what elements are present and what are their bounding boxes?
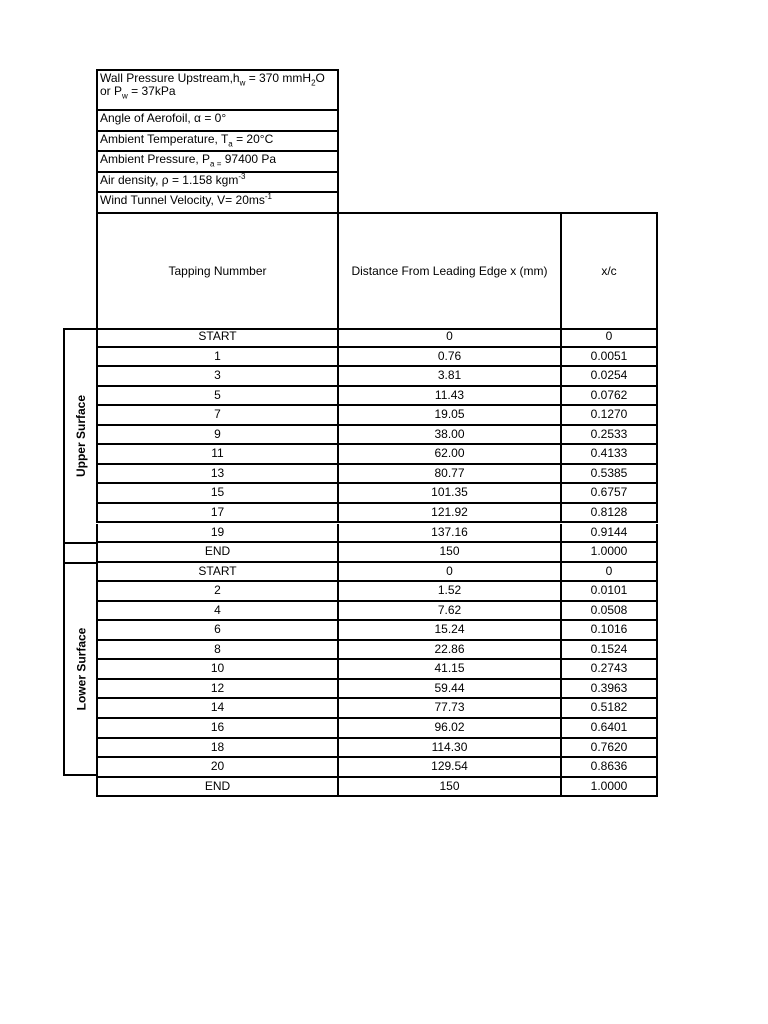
distance-cell: 77.73 xyxy=(337,699,562,719)
distance-cell: 11.43 xyxy=(337,387,562,407)
tapping-number-cell: 7 xyxy=(96,406,339,426)
x-over-c-cell: 0.0051 xyxy=(560,348,658,368)
distance-cell: 101.35 xyxy=(337,484,562,504)
x-over-c-cell: 0 xyxy=(560,563,658,583)
tapping-number-cell: END xyxy=(96,778,339,798)
x-over-c-cell: 0.0508 xyxy=(560,602,658,622)
x-over-c-cell: 0.4133 xyxy=(560,445,658,465)
distance-cell: 1.52 xyxy=(337,582,562,602)
tapping-number-cell: 4 xyxy=(96,602,339,622)
tapping-number-cell: 11 xyxy=(96,445,339,465)
tapping-number-cell: 20 xyxy=(96,758,339,778)
tapping-number-cell: 17 xyxy=(96,504,339,524)
tapping-number-cell: 9 xyxy=(96,426,339,446)
upper-surface-text: Upper Surface xyxy=(74,394,89,478)
x-over-c-cell: 0.6401 xyxy=(560,719,658,739)
distance-cell: 19.05 xyxy=(337,406,562,426)
tapping-number-cell: 6 xyxy=(96,621,339,641)
tapping-number-cell: END xyxy=(96,543,339,563)
distance-cell: 0 xyxy=(337,563,562,583)
x-over-c-cell: 0.9144 xyxy=(560,524,658,544)
param-angle: Angle of Aerofoil, α = 0° xyxy=(96,109,339,131)
distance-cell: 22.86 xyxy=(337,641,562,661)
header-tapping-number: Tapping Nummber xyxy=(96,212,339,330)
tapping-number-cell: 3 xyxy=(96,367,339,387)
tapping-number-cell: 16 xyxy=(96,719,339,739)
header-distance: Distance From Leading Edge x (mm) xyxy=(337,212,562,330)
x-over-c-cell: 0.0101 xyxy=(560,582,658,602)
distance-cell: 0.76 xyxy=(337,348,562,368)
distance-cell: 38.00 xyxy=(337,426,562,446)
upper-surface-end-spacer xyxy=(63,542,98,564)
x-over-c-cell: 0.2743 xyxy=(560,660,658,680)
x-over-c-cell: 0.8128 xyxy=(560,504,658,524)
param-wall-pressure: Wall Pressure $Upstream,h_w = 370$ mmH$_2$O or $P_w = 37kPa$ xyxy=(96,69,339,111)
param-ambient-temperature: Ambient Temperature, $T_a = 20^\circ C$ xyxy=(96,130,339,152)
x-over-c-cell: 1.0000 xyxy=(560,543,658,563)
tapping-number-cell: 19 xyxy=(96,524,339,544)
tapping-number-cell: 12 xyxy=(96,680,339,700)
distance-cell: 137.16 xyxy=(337,524,562,544)
distance-cell: 62.00 xyxy=(337,445,562,465)
lower-surface-text: Lower Surface xyxy=(74,627,89,711)
upper-surface-label xyxy=(63,328,98,544)
tapping-number-cell: 5 xyxy=(96,387,339,407)
x-over-c-cell: 0.6757 xyxy=(560,484,658,504)
distance-cell: 3.81 xyxy=(337,367,562,387)
tapping-number-cell: 2 xyxy=(96,582,339,602)
tapping-number-cell: 15 xyxy=(96,484,339,504)
tapping-number-cell: 13 xyxy=(96,465,339,485)
param-wind-tunnel-velocity: Wind Tunnel Velocity, $V= 20ms^{-1}$ xyxy=(96,191,339,214)
distance-cell: 0 xyxy=(337,328,562,348)
tapping-number-cell: START xyxy=(96,563,339,583)
x-over-c-cell: 0.7620 xyxy=(560,739,658,759)
distance-cell: 15.24 xyxy=(337,621,562,641)
x-over-c-cell: 0 xyxy=(560,328,658,348)
x-over-c-cell: 0.3963 xyxy=(560,680,658,700)
header-x-over-c: x/c xyxy=(560,212,658,330)
x-over-c-cell: 0.1524 xyxy=(560,641,658,661)
tapping-number-cell: 10 xyxy=(96,660,339,680)
distance-cell: 150 xyxy=(337,778,562,798)
distance-cell: 59.44 xyxy=(337,680,562,700)
distance-cell: 129.54 xyxy=(337,758,562,778)
tapping-number-cell: 18 xyxy=(96,739,339,759)
tapping-number-cell: 8 xyxy=(96,641,339,661)
distance-cell: 96.02 xyxy=(337,719,562,739)
distance-cell: 150 xyxy=(337,543,562,563)
param-ambient-pressure: Ambient Pressure, $P_{a =}$ 97400 Pa xyxy=(96,150,339,172)
x-over-c-cell: 0.0254 xyxy=(560,367,658,387)
param-air-density: Air density, ρ = 1.158 kgm$^{-3}$ xyxy=(96,171,339,193)
x-over-c-cell: 0.5182 xyxy=(560,699,658,719)
x-over-c-cell: 0.5385 xyxy=(560,465,658,485)
tapping-number-cell: 14 xyxy=(96,699,339,719)
lower-surface-label xyxy=(63,562,98,776)
distance-cell: 114.30 xyxy=(337,739,562,759)
x-over-c-cell: 0.8636 xyxy=(560,758,658,778)
distance-cell: 41.15 xyxy=(337,660,562,680)
distance-cell: 7.62 xyxy=(337,602,562,622)
x-over-c-cell: 0.1016 xyxy=(560,621,658,641)
tapping-number-cell: START xyxy=(96,328,339,348)
distance-cell: 80.77 xyxy=(337,465,562,485)
x-over-c-cell: 0.0762 xyxy=(560,387,658,407)
x-over-c-cell: 1.0000 xyxy=(560,778,658,798)
x-over-c-cell: 0.2533 xyxy=(560,426,658,446)
x-over-c-cell: 0.1270 xyxy=(560,406,658,426)
tapping-number-cell: 1 xyxy=(96,348,339,368)
distance-cell: 121.92 xyxy=(337,504,562,524)
